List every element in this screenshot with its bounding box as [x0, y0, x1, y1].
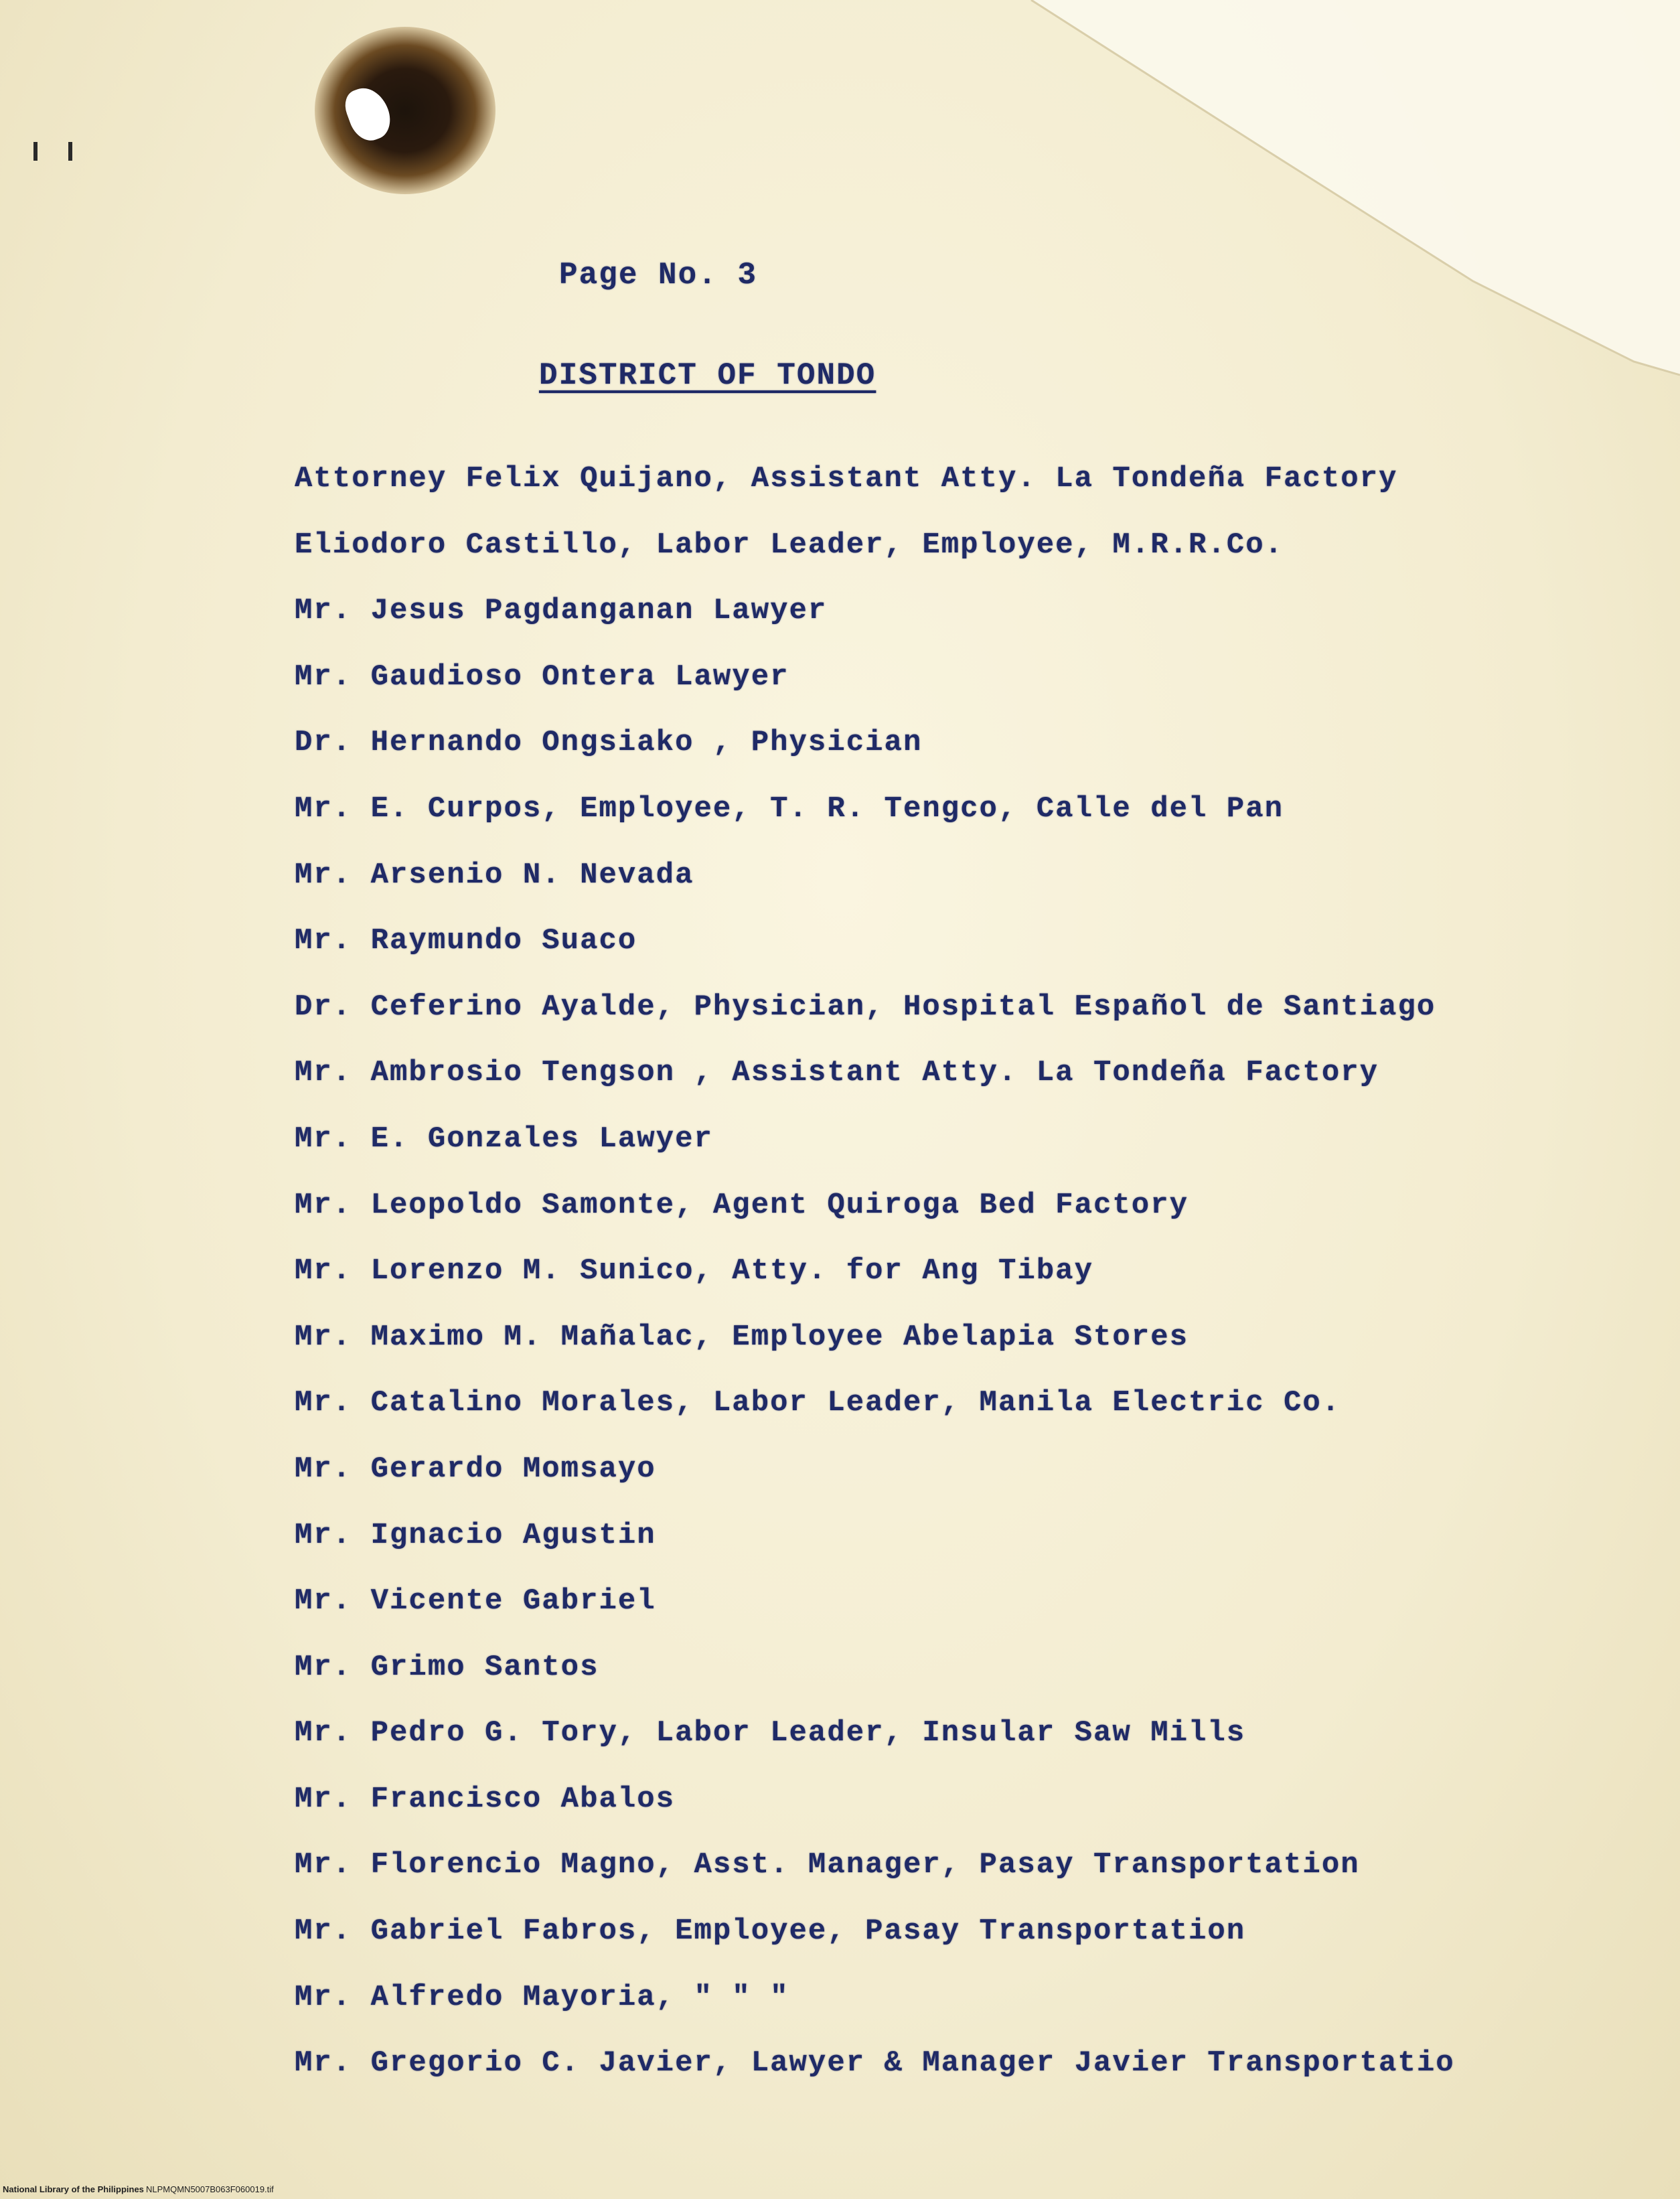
attendee-entry: Mr. Arsenio N. Nevada [295, 858, 694, 892]
attendee-entry: Attorney Felix Quijano, Assistant Atty. La Tondeña Factory [295, 462, 1398, 496]
attendee-entry: Mr. Alfredo Mayoria, " " " [295, 1980, 789, 2014]
punch-mark-right [68, 142, 72, 161]
punch-mark-left [33, 142, 37, 161]
attendee-entry: Mr. E. Curpos, Employee, T. R. Tengco, Calle del Pan [295, 791, 1284, 826]
attendee-entry: Mr. Maximo M. Mañalac, Employee Abelapia Stores [295, 1320, 1189, 1354]
attendee-entry: Mr. Leopoldo Samonte, Agent Quiroga Bed Factory [295, 1188, 1189, 1222]
footer-file-id: NLPMQMN5007B063F060019.tif [146, 2184, 274, 2194]
attendee-entry: Mr. Gregorio C. Javier, Lawyer & Manager Javier Transportatio [295, 2046, 1455, 2080]
attendee-entry: Dr. Hernando Ongsiako , Physician [295, 726, 923, 760]
attendee-entry: Mr. Francisco Abalos [295, 1782, 676, 1816]
attendee-entry: Mr. Jesus Pagdanganan Lawyer [295, 594, 828, 628]
attendee-entry: Mr. Gabriel Fabros, Employee, Pasay Transportation [295, 1914, 1246, 1949]
attendee-entry: Mr. Catalino Morales, Labor Leader, Manila Electric Co. [295, 1386, 1341, 1420]
attendee-entry: Mr. Gaudioso Ontera Lawyer [295, 660, 789, 694]
attendee-entry: Eliodoro Castillo, Labor Leader, Employee, M.R.R.Co. [295, 528, 1284, 562]
attendee-entry: Mr. Florencio Magno, Asst. Manager, Pasay Transportation [295, 1848, 1360, 1882]
attendee-entry: Mr. Grimo Santos [295, 1650, 599, 1684]
attendee-entry: Dr. Ceferino Ayalde, Physician, Hospital Español de Santiago [295, 990, 1436, 1024]
burn-mark [315, 27, 495, 194]
attendee-entry: Mr. Vicente Gabriel [295, 1584, 656, 1618]
district-heading: DISTRICT OF TONDO [539, 358, 876, 393]
attendee-entry: Mr. Ignacio Agustin [295, 1518, 656, 1552]
attendee-entry: Mr. Pedro G. Tory, Labor Leader, Insular Saw Mills [295, 1716, 1246, 1750]
attendee-entry: Mr. Ambrosio Tengson , Assistant Atty. La Tondeña Factory [295, 1056, 1379, 1090]
page-number: Page No. 3 [559, 258, 758, 293]
footer-library-label: National Library of the Philippines [3, 2184, 144, 2194]
attendee-entry: Mr. Raymundo Suaco [295, 924, 637, 958]
attendee-list [295, 459, 1553, 2109]
attendee-entry: Mr. Lorenzo M. Sunico, Atty. for Ang Tibay [295, 1254, 1093, 1288]
attendee-entry: Mr. Gerardo Momsayo [295, 1452, 656, 1486]
attendee-entry: Mr. E. Gonzales Lawyer [295, 1122, 713, 1156]
